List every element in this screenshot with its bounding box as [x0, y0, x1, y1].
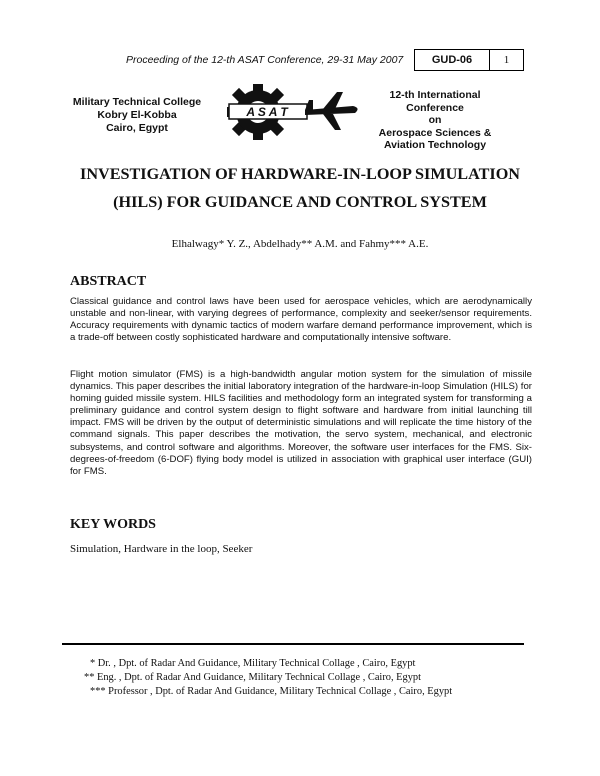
- authors: Elhalwagy* Y. Z., Abdelhady** A.M. and Fahmy*** A.E.: [171, 238, 429, 250]
- college-district: Kobry El-Kobba: [97, 109, 177, 121]
- title-line-2: (HILS) FOR GUIDANCE AND CONTROL SYSTEM: [113, 193, 487, 211]
- asat-logo: [215, 82, 365, 142]
- conference-line: Aerospace Sciences &: [378, 126, 492, 139]
- conference-line: on: [428, 114, 442, 126]
- college-address: [62, 96, 212, 135]
- footnote-3: *** Professor , Dpt. of Radar And Guidance, Military Technical Collage , Cairo, Egypt: [90, 686, 453, 697]
- paper-code-box: [414, 49, 524, 71]
- abstract-paragraph-1: Classical guidance and control laws have been used for aerospace vehicles, which are aerodynamically unstable and non-linear, with varying degrees of performance, complexity and seeker/sensor requirements. Accuracy requirements with dynamic tactics of modern warfare demand performance improvement, which is a trade-off between costly sophisticated hardware and computationally intensive software.: [70, 296, 532, 344]
- footnote-2: ** Eng. , Dpt. of Radar And Guidance, Military Technical Collage , Cairo, Egypt: [84, 672, 421, 683]
- college-name: Military Technical College: [72, 96, 202, 108]
- abstract-paragraph-2: Flight motion simulator (FMS) is a high-bandwidth angular motion system for the simulation of missile dynamics. This paper describes the initial laboratory integration of the hardware-in-loop Simulation (HILS) for homing guided missile system. HILS facilities and methodology form an integrated system for transforming a preliminary guidance and control system design to flight software and hardware from initial launching till impact. FMS will be driven by the output of deterministic simulations and will replicate the time history of the command signals. This paper describes the motivation, the servo system, mechanical, and electronic subsystems, and control software and algorithms. Moreover, the software user interfaces for the FMS. Six-degrees-of-freedom (6-DOF) flying body model is utilized in association with graphical user interface (GUI) for FMS.: [70, 369, 532, 477]
- logo-text: A S A T: [246, 105, 288, 119]
- gear-airplane-logo-icon: [215, 82, 365, 142]
- paper-code: GUD-06: [415, 50, 490, 70]
- college-city: Cairo, Egypt: [106, 122, 168, 134]
- title-line-1: INVESTIGATION OF HARDWARE-IN-LOOP SIMULATION: [80, 165, 520, 183]
- conference-name: [360, 89, 510, 152]
- footnote-divider: [62, 643, 524, 645]
- paper-title: [40, 160, 560, 216]
- keywords-text: Simulation, Hardware in the loop, Seeker: [70, 543, 253, 555]
- footnote-1: * Dr. , Dpt. of Radar And Guidance, Military Technical Collage , Cairo, Egypt: [90, 658, 416, 669]
- abstract-heading: ABSTRACT: [70, 274, 147, 289]
- page-number: 1: [503, 54, 510, 66]
- proceeding-line: Proceeding of the 12-th ASAT Conference, 29-31 May 2007: [126, 54, 404, 66]
- conference-line: Aviation Technology: [383, 139, 487, 151]
- keywords-heading: KEY WORDS: [70, 517, 156, 532]
- conference-line: 12-th International Conference: [389, 89, 481, 114]
